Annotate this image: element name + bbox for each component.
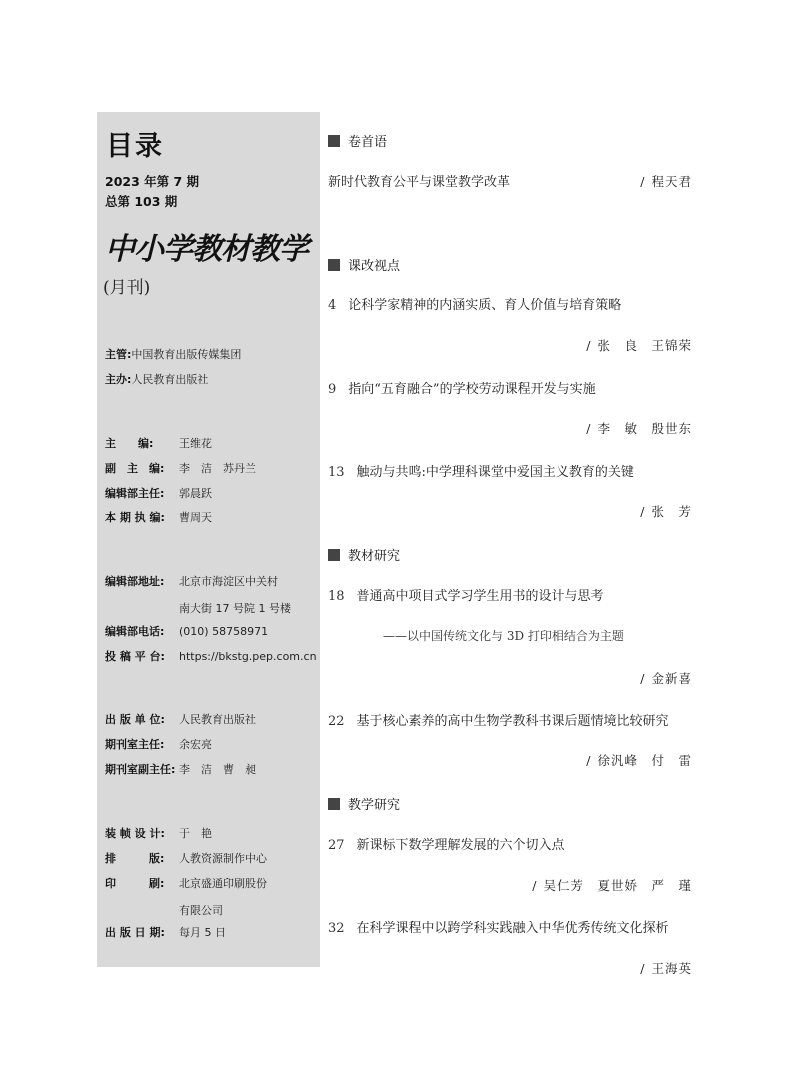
article-author	[640, 959, 692, 977]
author-slash: /	[586, 753, 592, 768]
publisher-value: 人民教育出版社	[179, 713, 256, 726]
article-title-text[interactable]: 新时代教育公平与课堂教学改革	[328, 175, 511, 190]
journal-office-director-value: 余宏亮	[179, 738, 212, 751]
typesetting-label: 排 版:	[105, 852, 165, 865]
article-author-name: 张 良 王锦荣	[597, 338, 692, 353]
article-title[interactable]	[328, 294, 621, 313]
article-author-name: 吴仁芳 夏世娇 严 瑾	[543, 878, 692, 893]
article-title[interactable]	[328, 834, 565, 853]
organizer-label: 主办:	[105, 373, 132, 386]
phone-label: 编辑部电话:	[105, 625, 165, 638]
submission-row	[105, 650, 317, 664]
submission-label: 投 稿 平 台:	[105, 650, 165, 663]
article-title[interactable]	[328, 917, 669, 936]
editorial-director-row	[105, 487, 212, 501]
article-title[interactable]	[328, 585, 604, 604]
section-header-textbook-research	[328, 545, 400, 564]
journal-office-director-row	[105, 738, 212, 752]
article-page-number: 32	[328, 921, 345, 936]
printing-row	[105, 877, 267, 891]
author-slash: /	[640, 671, 646, 686]
address-row	[105, 575, 278, 589]
article-title-text[interactable]: 普通高中项目式学习学生用书的设计与思考	[356, 589, 604, 604]
article-title-text[interactable]: 触动与共鸣:中学理科课堂中爱国主义教育的关键	[356, 465, 634, 480]
journal-office-deputy-row	[105, 763, 256, 777]
phone-value: (010) 58758971	[179, 625, 269, 638]
typesetting-row	[105, 852, 267, 866]
article-page-number: 4	[328, 298, 337, 313]
organizer-row	[105, 373, 208, 387]
phone-row	[105, 625, 268, 639]
article-author-name: 徐汎峰 付 雷	[597, 753, 692, 768]
article-title[interactable]	[328, 461, 634, 480]
article-title-text[interactable]: 新课标下数学理解发展的六个切入点	[356, 838, 565, 853]
designer-label: 装 帧 设 计:	[105, 827, 165, 840]
article-author	[640, 502, 692, 520]
article-title-text[interactable]: 指向“五育融合”的学校劳动课程开发与实施	[348, 382, 596, 397]
address-value: 北京市海淀区中关村	[179, 575, 278, 588]
editorial-director-value: 郭晨跃	[179, 487, 212, 500]
article-subtitle: ——以中国传统文化与 3D 打印相结合为主题	[383, 629, 624, 643]
printing-value: 北京盛通印刷股份	[179, 877, 267, 890]
article-page-number: 13	[328, 465, 345, 480]
article-page-number: 9	[328, 382, 337, 397]
sidebar-panel	[97, 112, 320, 967]
toc-title: 目录	[106, 131, 164, 162]
journal-office-deputy-value: 李 洁 曹 昶	[179, 763, 256, 776]
article-page-number: 18	[328, 589, 345, 604]
article-title[interactable]	[328, 710, 669, 729]
section-name: 教材研究	[348, 549, 401, 564]
issue-editor-row	[105, 511, 212, 525]
author-slash: /	[586, 338, 592, 353]
section-square-icon	[328, 259, 340, 271]
article-author-name: 程天君	[651, 174, 692, 189]
article-author	[532, 876, 692, 894]
author-slash: /	[640, 504, 646, 519]
total-issue-number: 总第 103 期	[105, 194, 178, 209]
section-square-icon	[328, 549, 340, 561]
article-author	[640, 172, 692, 190]
section-square-icon	[328, 135, 340, 147]
editor-label: 主 编:	[105, 437, 154, 450]
monthly-label: (月刊)	[103, 278, 151, 298]
issue-number: 2023 年第 7 期	[105, 174, 200, 189]
article-page-number: 22	[328, 714, 345, 729]
publisher-row	[105, 713, 256, 727]
section-header-teaching-research	[328, 794, 400, 813]
typesetting-value: 人教资源制作中心	[179, 852, 267, 865]
designer-value: 于 艳	[179, 827, 212, 840]
article-title[interactable]	[328, 378, 596, 397]
publish-date-label: 出 版 日 期:	[105, 926, 165, 939]
journal-logo: 中小学教材教学	[105, 232, 308, 267]
author-slash: /	[640, 961, 646, 976]
section-header-curriculum-reform	[328, 255, 400, 274]
sponsor-row	[105, 348, 241, 362]
author-slash: /	[532, 878, 538, 893]
organizer-value: 人民教育出版社	[131, 373, 209, 386]
issue-editor-label: 本 期 执 编:	[105, 511, 165, 524]
sponsor-value: 中国教育出版传媒集团	[131, 348, 242, 361]
article-title-text[interactable]: 基于核心素养的高中生物学教科书课后题情境比较研究	[356, 714, 669, 729]
section-name: 课改视点	[348, 259, 401, 274]
article-page-number: 27	[328, 838, 345, 853]
author-slash: /	[640, 174, 646, 189]
article-author-name: 张 芳	[651, 504, 692, 519]
article-author	[586, 419, 692, 437]
deputy-editor-value: 李 洁 苏丹兰	[179, 462, 256, 475]
deputy-editor-row	[105, 462, 256, 476]
article-title-text[interactable]: 论科学家精神的内涵实质、育人价值与培育策略	[348, 298, 622, 313]
publish-date-value: 每月 5 日	[179, 926, 226, 939]
article-author	[640, 669, 692, 687]
publish-date-row	[105, 926, 226, 940]
article-author	[586, 336, 692, 354]
article-author-name: 王海英	[651, 961, 692, 976]
publisher-label: 出 版 单 位:	[105, 713, 165, 726]
printing-continued: 有限公司	[179, 904, 223, 917]
address-continued: 南大街 17 号院 1 号楼	[179, 602, 291, 615]
deputy-editor-label: 副 主 编:	[105, 462, 165, 475]
article-author	[586, 751, 692, 769]
journal-office-director-label: 期刊室主任:	[105, 738, 165, 751]
section-name: 卷首语	[348, 135, 388, 150]
printing-label: 印 刷:	[105, 877, 165, 890]
section-square-icon	[328, 798, 340, 810]
article-author-name: 金新喜	[651, 671, 692, 686]
author-slash: /	[586, 421, 592, 436]
article-author-name: 李 敏 殷世东	[597, 421, 692, 436]
issue-editor-value: 曹周天	[179, 511, 212, 524]
section-name: 教学研究	[348, 798, 401, 813]
sponsor-label: 主管:	[105, 348, 132, 361]
editor-in-chief-row	[105, 437, 212, 451]
section-header-foreword	[328, 131, 387, 150]
article-title[interactable]	[328, 171, 510, 190]
article-title-text[interactable]: 在科学课程中以跨学科实践融入中华优秀传统文化探析	[356, 921, 669, 936]
editorial-director-label: 编辑部主任:	[105, 487, 165, 500]
designer-row	[105, 827, 212, 841]
submission-url: https://bkstg.pep.com.cn	[179, 650, 317, 663]
editor-value: 王维花	[179, 437, 212, 450]
address-label: 编辑部地址:	[105, 575, 165, 588]
journal-office-deputy-label: 期刊室副主任:	[105, 763, 176, 776]
